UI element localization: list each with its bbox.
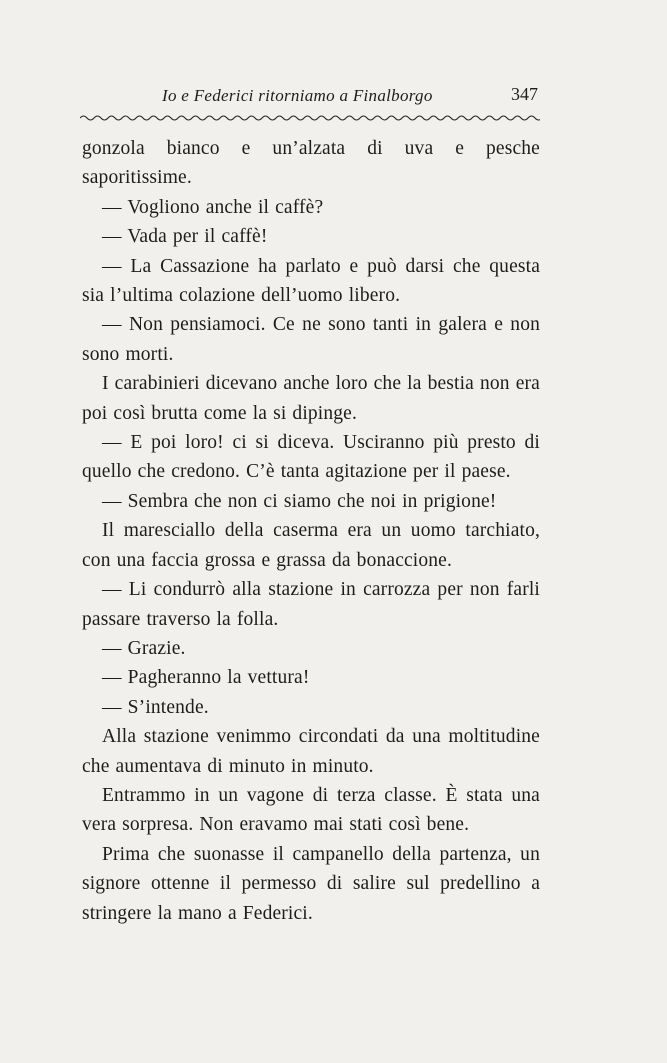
paragraph: gonzola bianco e un’alzata di uva e pesche saporitissime.	[82, 138, 540, 189]
paragraph: Prima che suonasse il campanello della partenza, un signore ottenne il permesso di salire sul predellino a stringere la mano a Federici.	[82, 843, 540, 924]
running-title: Io e Federici ritorniamo a Finalborgo	[162, 86, 433, 105]
body-text	[82, 134, 540, 928]
paragraph: Entrammo in un vagone di terza classe. È stata una vera sorpresa. Non eravamo mai stati così bene.	[82, 784, 540, 836]
paragraph: — La Cassazione ha parlato e può darsi che questa sia l’ultima colazione dell’uomo libero.	[82, 255, 540, 307]
paragraph: Il maresciallo della caserma era un uomo tarchiato, con una faccia grossa e grassa da bonaccione.	[82, 520, 540, 571]
running-head	[82, 84, 538, 110]
paragraph: — Pagheranno la vettura!	[102, 667, 310, 689]
wavy-ornamental-rule	[80, 113, 540, 123]
paragraph: — E poi loro! ci si diceva. Usciranno più presto di quello che credono. C’è tanta agitazione per il paese.	[82, 432, 540, 483]
paragraph: — Sembra che non ci siamo che noi in prigione!	[102, 490, 497, 512]
paragraph: — Vogliono anche il caffè?	[102, 196, 324, 218]
paragraph: Alla stazione venimmo circondati da una moltitudine che aumentava di minuto in minuto.	[82, 726, 540, 777]
paragraph: I carabinieri dicevano anche loro che la bestia non era poi così brutta come la si dipinge.	[82, 373, 540, 424]
page-number: 347	[511, 84, 538, 104]
paragraph: — Vada per il caffè!	[102, 226, 268, 248]
paragraph: — Non pensiamoci. Ce ne sono tanti in galera e non sono morti.	[82, 314, 540, 365]
paragraph: — S’intende.	[102, 696, 209, 718]
paragraph: — Li condurrò alla stazione in carrozza per non farli passare traverso la folla.	[82, 579, 540, 630]
paragraph: — Grazie.	[102, 637, 186, 659]
